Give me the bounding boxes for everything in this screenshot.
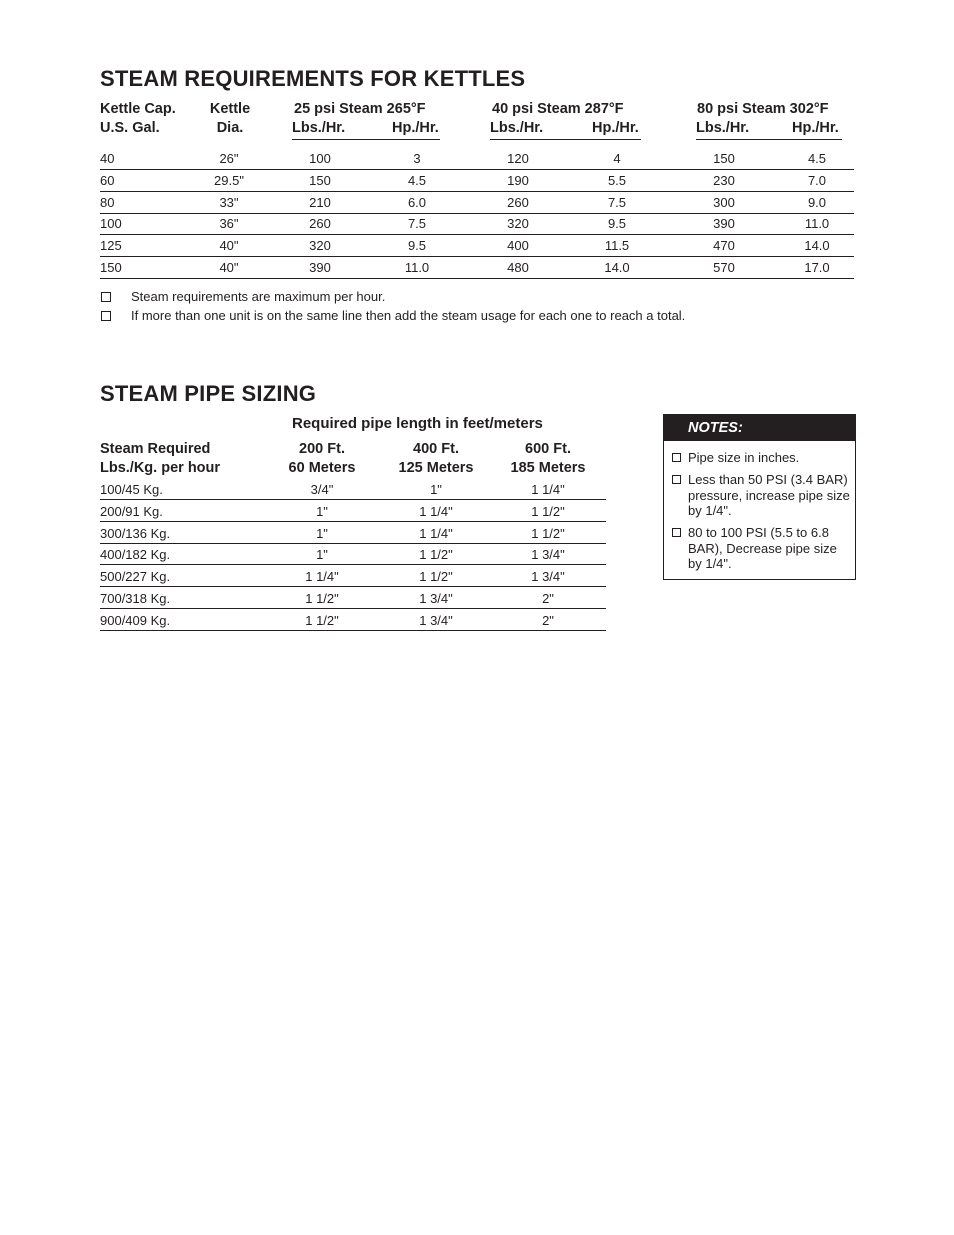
kettle-table-cell: 3 — [413, 151, 421, 166]
kettle-capacity-cell: 80 — [100, 194, 115, 210]
pipe-row-divider — [100, 499, 606, 500]
header-200ft-line2: 60 Meters — [288, 460, 356, 476]
kettle-table-cell: 9.0 — [807, 194, 827, 210]
kettle-row-divider — [100, 278, 854, 279]
pipe-size-cell: 1" — [430, 482, 442, 497]
kettle-capacity-cell: 100 — [100, 216, 122, 232]
kettle-table-cell: 40" — [219, 260, 239, 275]
header-200ft — [272, 440, 372, 478]
header-steam-required-line1: Steam Required — [100, 441, 211, 457]
header-kettle-dia-line1: Kettle — [209, 101, 251, 117]
pipe-size-cell: 1 3/4" — [531, 547, 565, 563]
pipe-row-divider — [100, 521, 606, 522]
header-lbs-80: Lbs./Hr. — [696, 120, 750, 136]
pipe-subtitle: Required pipe length in feet/meters — [292, 415, 543, 432]
header-kettle-dia — [205, 100, 255, 138]
kettle-table-cell: 260 — [507, 194, 529, 210]
header-steam-required-line2: Lbs./Kg. per hour — [100, 460, 221, 476]
steam-required-cell: 700/318 Kg. — [100, 591, 171, 606]
header-200ft-line1: 200 Ft. — [299, 441, 345, 457]
steam-required-cell: 200/91 Kg. — [100, 503, 163, 519]
note-text: Pipe size in inches. — [688, 450, 800, 465]
notes-title: NOTES: — [688, 420, 743, 436]
kettle-note-2: If more than one unit is on the same line then add the steam usage for each one to reach a total. — [131, 308, 686, 323]
kettle-table-cell: 7.0 — [807, 172, 827, 188]
kettle-row-divider — [100, 234, 854, 235]
pipe-size-cell: 1 1/2" — [305, 612, 339, 628]
header-group-40psi: 40 psi Steam 287°F — [492, 101, 624, 117]
pipe-size-cell: 1 1/4" — [531, 482, 565, 497]
pipe-size-cell: 1 3/4" — [531, 569, 565, 585]
header-hp-80: Hp./Hr. — [792, 120, 839, 136]
kettle-table-cell: 100 — [309, 151, 331, 166]
kettle-table-cell: 230 — [713, 172, 735, 188]
kettle-table-cell: 150 — [713, 151, 735, 166]
header-600ft-line2: 185 Meters — [510, 460, 586, 476]
kettle-table-cell: 9.5 — [407, 238, 427, 254]
kettle-table-cell: 11.0 — [404, 260, 430, 275]
pipe-row-divider — [100, 630, 606, 631]
header-group-25psi: 25 psi Steam 265°F — [294, 101, 426, 117]
kettle-table-cell: 40" — [219, 238, 239, 254]
pipe-size-cell: 1" — [316, 547, 328, 563]
kettle-table-cell: 14.0 — [804, 238, 830, 254]
header-underline-80 — [696, 139, 842, 140]
kettle-row-divider — [100, 256, 854, 257]
kettle-table-cell: 470 — [713, 238, 735, 254]
kettle-table-cell: 570 — [713, 260, 735, 275]
kettles-title: STEAM REQUIREMENTS FOR KETTLES — [100, 66, 526, 91]
checkbox-icon — [672, 453, 681, 462]
note-text: 80 to 100 PSI (5.5 to 6.8 BAR), Decrease pipe size by 1/4". — [688, 525, 837, 571]
kettle-table-cell: 6.0 — [407, 194, 427, 210]
kettle-table-cell: 150 — [309, 172, 331, 188]
kettle-table-cell: 9.5 — [607, 216, 627, 232]
pipe-size-cell: 1 1/4" — [419, 503, 453, 519]
kettle-capacity-cell: 125 — [100, 238, 122, 254]
kettle-table-cell: 29.5" — [214, 172, 244, 188]
header-kettle-cap — [100, 100, 176, 138]
header-lbs-25: Lbs./Hr. — [292, 120, 346, 136]
bullet-box-icon — [101, 292, 111, 302]
pipe-size-cell: 1" — [316, 525, 328, 541]
steam-required-cell: 900/409 Kg. — [100, 612, 171, 628]
kettle-table-cell: 14.0 — [604, 260, 630, 275]
kettle-capacity-cell: 60 — [100, 172, 115, 188]
steam-required-cell: 500/227 Kg. — [100, 569, 171, 585]
kettle-table-cell: 7.5 — [407, 216, 427, 232]
header-kettle-cap-line2: U.S. Gal. — [100, 120, 160, 136]
kettle-table-cell: 390 — [713, 216, 735, 232]
pipe-size-cell: 2" — [542, 612, 554, 628]
kettle-table-cell: 120 — [507, 151, 529, 166]
steam-required-cell: 100/45 Kg. — [100, 482, 163, 497]
kettle-table-cell: 390 — [309, 260, 331, 275]
pipe-size-cell: 2" — [542, 591, 554, 606]
kettle-table-cell: 33" — [219, 194, 239, 210]
kettle-capacity-cell: 150 — [100, 260, 122, 275]
header-kettle-dia-line2: Dia. — [216, 120, 244, 136]
kettle-table-cell: 5.5 — [607, 172, 627, 188]
header-400ft-line1: 400 Ft. — [413, 441, 459, 457]
header-underline-25 — [292, 139, 440, 140]
pipe-row-divider — [100, 586, 606, 587]
kettle-table-cell: 400 — [507, 238, 529, 254]
pipe-size-cell: 1 1/2" — [531, 503, 565, 519]
header-400ft-line2: 125 Meters — [398, 460, 474, 476]
header-lbs-40: Lbs./Hr. — [490, 120, 544, 136]
pipe-size-cell: 1 1/2" — [305, 591, 339, 606]
kettle-table-cell: 260 — [309, 216, 331, 232]
header-underline-40 — [490, 139, 641, 140]
kettle-table-cell: 480 — [507, 260, 529, 275]
kettle-table-cell: 17.0 — [804, 260, 830, 275]
kettle-table-cell: 300 — [713, 194, 735, 210]
steam-required-cell: 400/182 Kg. — [100, 547, 171, 563]
pipe-size-cell: 1 3/4" — [419, 612, 453, 628]
kettle-table-cell: 36" — [219, 216, 239, 232]
header-group-80psi: 80 psi Steam 302°F — [697, 101, 829, 117]
kettle-table-cell: 26" — [219, 151, 239, 166]
kettle-capacity-cell: 40 — [100, 151, 115, 166]
steam-required-cell: 300/136 Kg. — [100, 525, 171, 541]
header-600ft-line1: 600 Ft. — [525, 441, 571, 457]
kettle-table-cell: 4.5 — [407, 172, 427, 188]
kettle-table-cell: 320 — [507, 216, 529, 232]
kettle-table-cell: 11.0 — [804, 216, 830, 232]
header-steam-required — [100, 440, 220, 478]
pipe-size-cell: 1" — [316, 503, 328, 519]
pipe-size-cell: 1 1/2" — [419, 569, 453, 585]
pipe-size-cell: 1 1/2" — [419, 547, 453, 563]
kettle-row-divider — [100, 213, 854, 214]
kettle-row-divider — [100, 169, 854, 170]
checkbox-icon — [672, 528, 681, 537]
bullet-box-icon — [101, 311, 111, 321]
kettle-table-cell: 7.5 — [607, 194, 627, 210]
pipe-row-divider — [100, 608, 606, 609]
kettle-table-cell: 4 — [613, 151, 621, 166]
header-hp-40: Hp./Hr. — [592, 120, 639, 136]
header-hp-25: Hp./Hr. — [392, 120, 439, 136]
notes-box — [663, 414, 856, 580]
pipe-row-divider — [100, 543, 606, 544]
pipe-size-cell: 3/4" — [310, 482, 334, 497]
header-600ft — [498, 440, 598, 478]
pipe-size-cell: 1 1/4" — [419, 525, 453, 541]
pipe-row-divider — [100, 564, 606, 565]
header-400ft — [386, 440, 486, 478]
kettle-row-divider — [100, 191, 854, 192]
pipe-size-cell: 1 3/4" — [419, 591, 453, 606]
kettle-table-cell: 4.5 — [807, 151, 827, 166]
notes-header-bar — [664, 415, 855, 441]
header-kettle-cap-line1: Kettle Cap. — [100, 101, 176, 117]
kettle-table-cell: 11.5 — [604, 238, 630, 254]
checkbox-icon — [672, 475, 681, 484]
note-text: Less than 50 PSI (3.4 BAR) pressure, increase pipe size by 1/4". — [688, 472, 850, 518]
pipe-size-cell: 1 1/2" — [531, 525, 565, 541]
kettle-table-cell: 210 — [309, 194, 331, 210]
pipe-size-cell: 1 1/4" — [305, 569, 339, 585]
kettle-table-cell: 190 — [507, 172, 529, 188]
kettle-table-cell: 320 — [309, 238, 331, 254]
pipe-title: STEAM PIPE SIZING — [100, 381, 317, 406]
kettle-note-1: Steam requirements are maximum per hour. — [131, 289, 386, 304]
